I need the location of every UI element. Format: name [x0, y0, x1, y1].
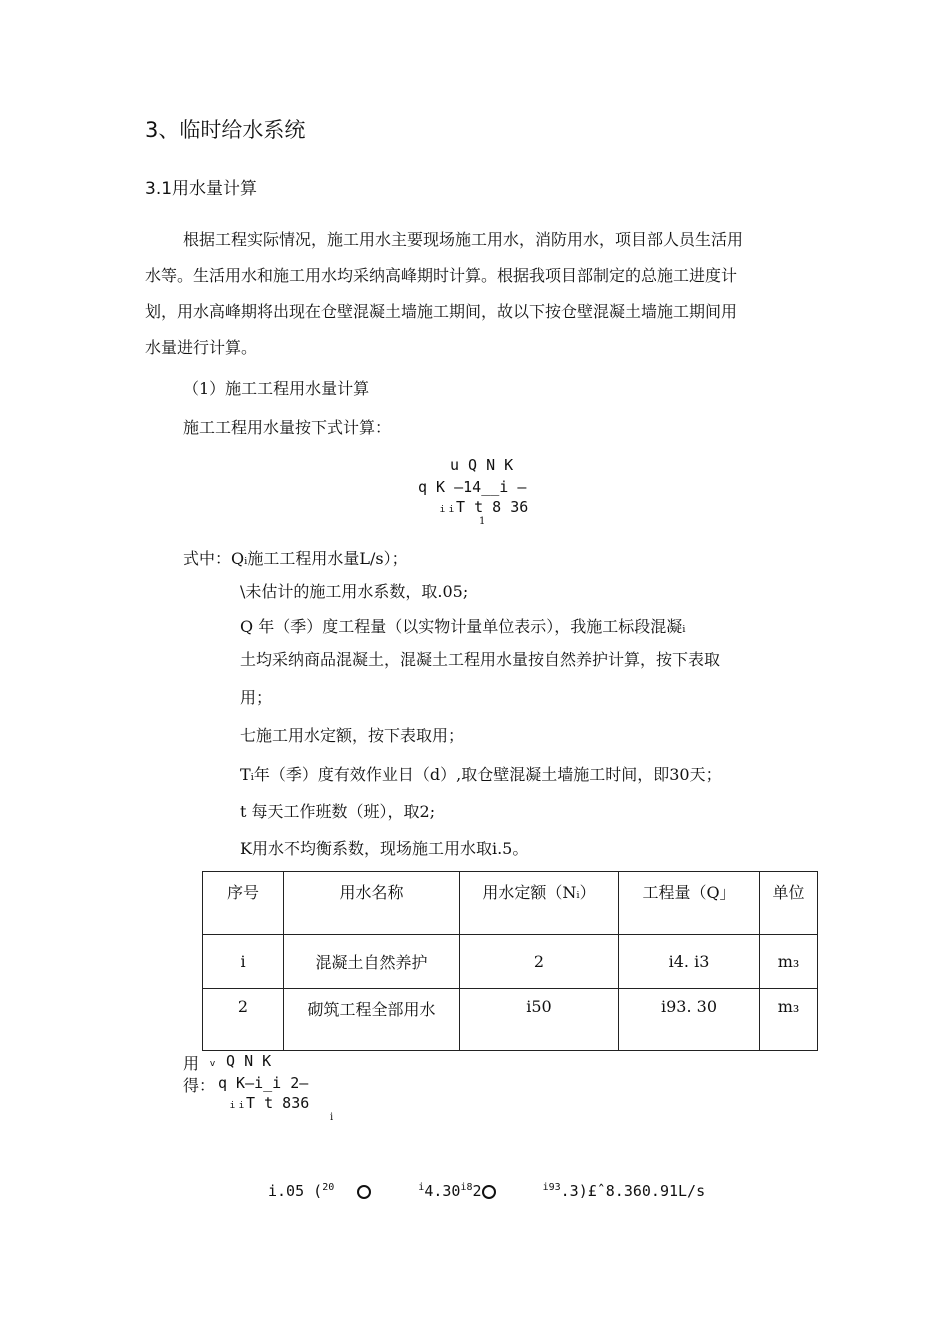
calc-part: 4.30	[424, 1182, 461, 1200]
table-header-cell: 用水定额（Nᵢ）	[460, 872, 619, 935]
definition-line: 七施工用水定额，按下表取用；	[240, 726, 465, 745]
calc-sup: i	[418, 1182, 425, 1193]
table-header-cell: 单位	[760, 872, 818, 935]
section-heading: 3、临时给水系统	[145, 118, 306, 142]
table-header-cell: 工程量（Q」	[619, 872, 760, 935]
formula-subscript: 1	[479, 516, 486, 527]
subsection-heading: 3.1用水量计算	[145, 179, 258, 199]
calc-part: 0.91L/s	[641, 1182, 706, 1200]
definition-line: Q 年（季）度工程量（以实物计量单位表示），我施工标段混凝ᵢ	[240, 617, 686, 636]
definition-text: Qᵢ施工工程用水量L/s）；	[231, 549, 408, 568]
calc-sup: 20	[322, 1182, 335, 1193]
definition-line: 用；	[240, 688, 273, 707]
table-cell: i50	[460, 989, 619, 1051]
table-row	[203, 935, 818, 989]
definition-line: t 每天工作班数（班），取2;	[240, 802, 436, 821]
table-cell: m₃	[760, 935, 818, 989]
definition-prefix: 式中：	[183, 549, 232, 568]
calc-part: .3	[560, 1182, 579, 1200]
table-cell: i93. 30	[619, 989, 760, 1051]
table-cell: 砌筑工程全部用水	[284, 989, 460, 1051]
result-formula-line: q K—i_i 2—	[218, 1074, 309, 1092]
item-heading: （1）施工工程用水量计算	[183, 379, 370, 398]
definition-line	[183, 546, 408, 569]
intro-paragraph	[145, 222, 825, 366]
table-cell: i4. i3	[619, 935, 760, 989]
paragraph-line: 水量进行计算。	[145, 338, 258, 357]
table-cell: 混凝土自然养护	[284, 935, 460, 989]
calculation-line	[268, 1182, 705, 1200]
calc-part: )£ˆ8.36	[578, 1182, 642, 1200]
definition-line: K用水不均衡系数，现场施工用水取i.5。	[240, 839, 529, 858]
formula-line: q K —14__i —	[418, 478, 527, 496]
calc-part: 2	[472, 1182, 482, 1200]
table-cell: m₃	[760, 989, 818, 1051]
definition-line: \未估计的施工用水系数，取.05;	[240, 582, 469, 601]
table-cell: 2	[203, 989, 284, 1051]
calc-part: i.05 (	[268, 1182, 323, 1200]
table-header-cell: 用水名称	[284, 872, 460, 935]
result-subscript: i	[330, 1112, 334, 1123]
result-label: 用	[183, 1054, 200, 1073]
formula-line: ᵢᵢT t 8 36	[438, 498, 529, 516]
table-header-cell: 序号	[203, 872, 284, 935]
formula-line: u Q N K	[450, 456, 514, 474]
result-formula-line: ᵢᵢT t 836	[228, 1094, 310, 1112]
calc-sup: i8	[460, 1182, 473, 1193]
calc-sup: i93	[542, 1182, 561, 1193]
circle-operator-icon	[482, 1185, 496, 1199]
circle-operator-icon	[357, 1185, 371, 1199]
paragraph-line: 根据工程实际情况，施工用水主要现场施工用水，消防用水，项目部人员生活用	[183, 230, 744, 249]
result-label: 得：	[183, 1076, 216, 1095]
paragraph-line: 划，用水高峰期将出现在仓壁混凝土墙施工期间，故以下按仓壁混凝土墙施工期间用	[145, 302, 738, 321]
result-formula-line: ᵥ Q N K	[208, 1052, 272, 1070]
definition-line: 土均采纳商品混凝土，混凝土工程用水量按自然养护计算，按下表取	[240, 650, 721, 669]
table-header-row	[203, 872, 818, 935]
definition-line: Tᵢ年（季）度有效作业日（d）,取仓壁混凝土墙施工时间，即30天；	[240, 765, 722, 784]
formula-intro: 施工工程用水量按下式计算：	[183, 418, 392, 437]
table-row	[203, 989, 818, 1051]
table-cell: 2	[460, 935, 619, 989]
table-cell: i	[203, 935, 284, 989]
water-quota-table	[202, 871, 818, 1051]
paragraph-line: 水等。生活用水和施工用水均采纳高峰期时计算。根据我项目部制定的总施工进度计	[145, 266, 738, 285]
